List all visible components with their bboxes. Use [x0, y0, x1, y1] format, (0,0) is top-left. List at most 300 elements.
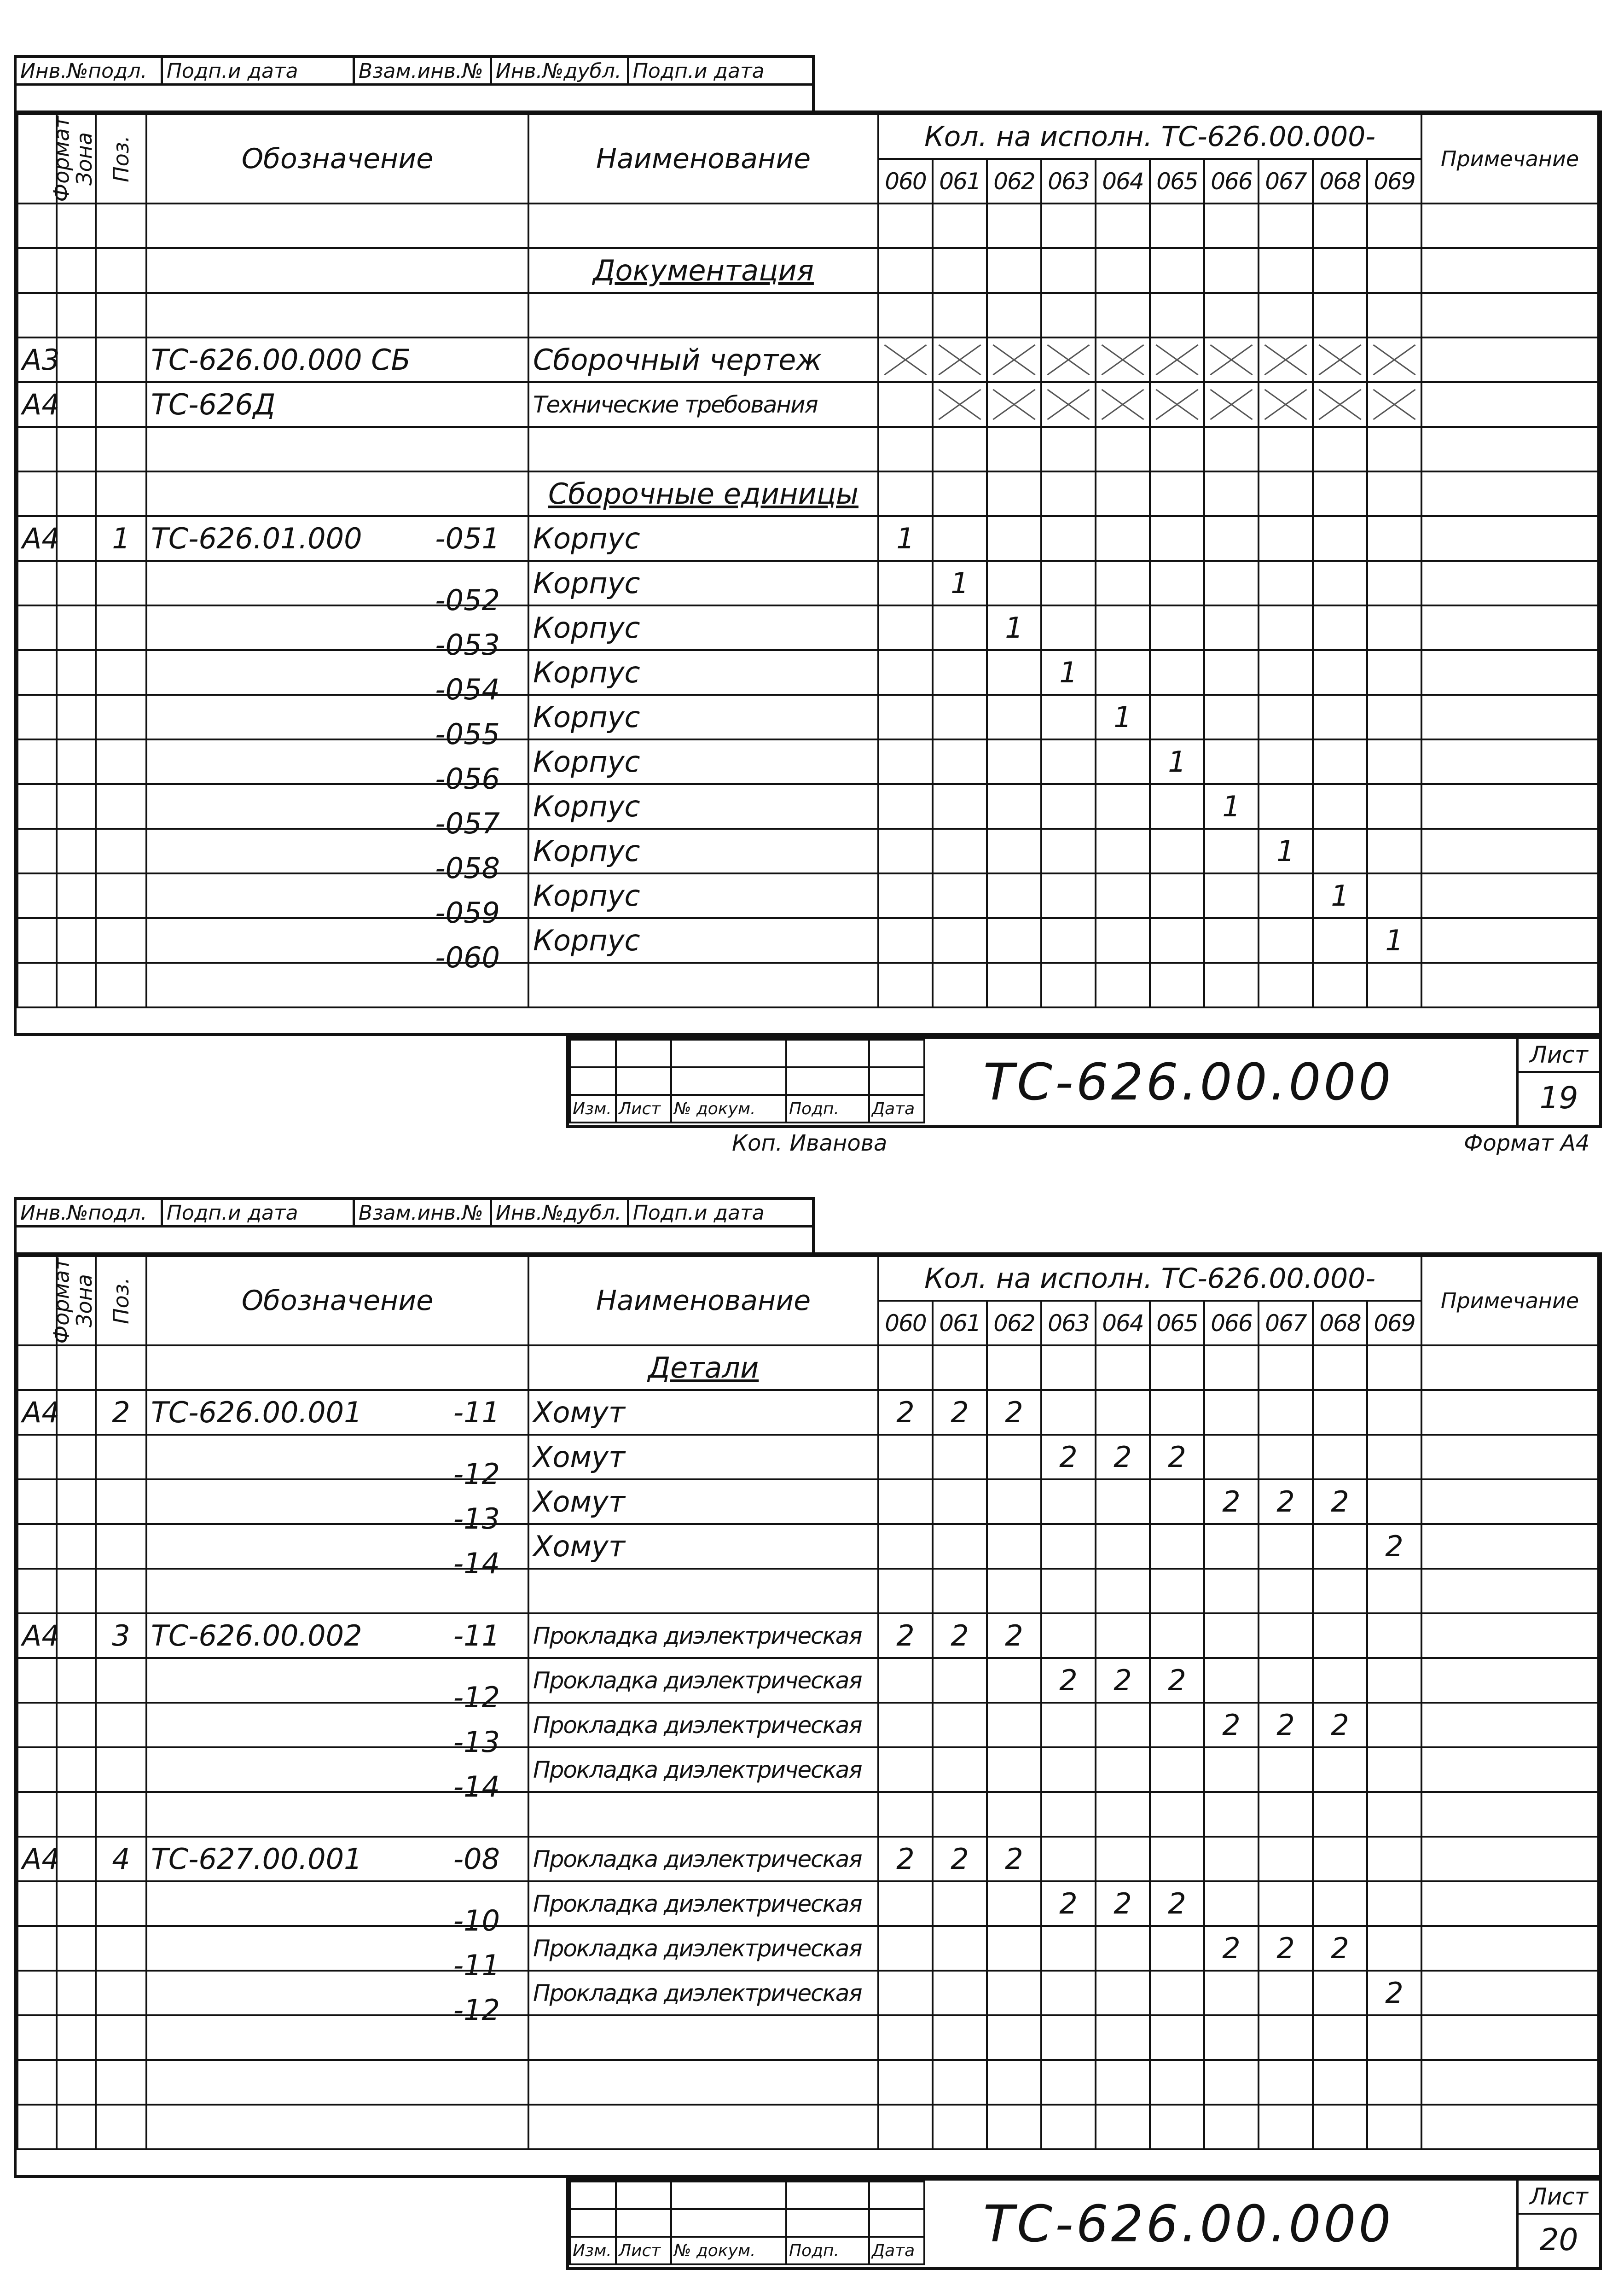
pos-cell	[96, 337, 146, 382]
qty-cell: 1	[1150, 739, 1204, 784]
empty-cell	[1313, 2060, 1367, 2105]
qty-cell	[878, 829, 933, 873]
empty-cell	[57, 1569, 96, 1613]
empty-cell	[1204, 293, 1259, 337]
rev-col-sign: Подп.	[786, 2237, 869, 2264]
name-cell: Корпус	[528, 739, 878, 784]
empty-cell	[1259, 1345, 1313, 1390]
qty-cell	[987, 784, 1041, 829]
designation-cell	[146, 873, 528, 930]
empty-cell	[1367, 204, 1421, 248]
crossed-cell	[1041, 382, 1096, 427]
qty-cell: 1	[1367, 918, 1421, 963]
qty-cell	[878, 1479, 933, 1524]
table-row	[17, 1569, 1598, 1613]
qty-cell: 2	[1096, 1881, 1150, 1926]
note-cell	[1421, 516, 1598, 561]
qty-cell	[1367, 1703, 1421, 1747]
empty-cell	[17, 1792, 57, 1837]
zone-cell	[57, 873, 96, 918]
empty-cell	[987, 2060, 1041, 2105]
qty-cell: 2	[1041, 1881, 1096, 1926]
designation-cell	[146, 739, 528, 796]
qty-cell	[878, 1881, 933, 1926]
variant-header: 067	[1259, 1301, 1313, 1345]
empty-cell	[878, 1345, 933, 1390]
variant-header: 061	[933, 1301, 987, 1345]
qty-cell	[1041, 1613, 1096, 1658]
qty-cell	[1041, 1837, 1096, 1881]
qty-cell	[878, 605, 933, 650]
note-cell	[1421, 561, 1598, 605]
qty-cell	[1367, 605, 1421, 650]
qty-cell	[1204, 829, 1259, 873]
note-cell	[1421, 1926, 1598, 1971]
qty-cell	[1096, 1613, 1150, 1658]
empty-cell	[1096, 1569, 1150, 1613]
qty-cell	[1204, 695, 1259, 739]
qty-cell	[1259, 784, 1313, 829]
qty-cell: 1	[1096, 695, 1150, 739]
variant-header: 069	[1367, 159, 1421, 204]
format-cell	[17, 695, 57, 739]
designation-suffix: -11	[453, 1619, 500, 1652]
qty-cell: 2	[1367, 1524, 1421, 1569]
qty-cell	[1150, 1524, 1204, 1569]
empty-cell	[878, 1569, 933, 1613]
name-cell: Технические требования	[528, 382, 878, 427]
empty-cell	[878, 963, 933, 1007]
qty-cell	[1096, 1837, 1150, 1881]
qty-cell	[1096, 516, 1150, 561]
note-cell	[1421, 1837, 1598, 1881]
qty-cell	[1204, 1658, 1259, 1703]
crossed-cell	[1204, 382, 1259, 427]
empty-cell	[1204, 1345, 1259, 1390]
rev-col-izm: Изм.	[570, 2237, 616, 2264]
qty-cell: 2	[1259, 1703, 1313, 1747]
empty-cell	[1096, 963, 1150, 1007]
col-format: Формат	[49, 116, 74, 202]
qty-cell	[1041, 1479, 1096, 1524]
format-cell	[17, 829, 57, 873]
qty-cell	[878, 1658, 933, 1703]
empty-cell	[17, 2105, 57, 2149]
empty-cell	[1204, 2060, 1259, 2105]
table-row	[17, 427, 1598, 471]
qty-cell	[1041, 739, 1096, 784]
title-block	[566, 2178, 1602, 2270]
empty-cell	[57, 2105, 96, 2149]
empty-cell	[1150, 248, 1204, 293]
qty-cell	[933, 695, 987, 739]
empty-cell	[528, 2015, 878, 2060]
qty-cell	[987, 695, 1041, 739]
qty-cell	[1041, 516, 1096, 561]
pos-cell	[96, 1524, 146, 1569]
qty-cell	[1150, 516, 1204, 561]
qty-cell	[1204, 1837, 1259, 1881]
note-cell	[1421, 1658, 1598, 1703]
empty-cell	[1313, 1345, 1367, 1390]
header-row	[17, 114, 1598, 159]
crossed-cell	[1259, 382, 1313, 427]
empty-cell	[1367, 471, 1421, 516]
col-note: Примечание	[1421, 114, 1598, 204]
variant-header: 062	[987, 159, 1041, 204]
empty-cell	[1367, 2015, 1421, 2060]
qty-cell	[1150, 829, 1204, 873]
designation-cell	[146, 605, 528, 662]
empty-cell	[987, 248, 1041, 293]
empty-cell	[1421, 2105, 1598, 2149]
empty-cell	[933, 204, 987, 248]
qty-cell	[987, 1747, 1041, 1792]
part-row	[17, 1747, 1598, 1792]
empty-cell	[1313, 471, 1367, 516]
qty-cell	[1313, 918, 1367, 963]
designation-suffix: -057	[435, 806, 500, 840]
empty-cell	[1421, 1569, 1598, 1613]
note-cell	[1421, 1613, 1598, 1658]
zone-cell	[57, 561, 96, 605]
designation-suffix: -058	[435, 851, 500, 885]
designation-cell	[146, 1747, 528, 1803]
format-cell: А3	[17, 337, 57, 382]
title-block	[566, 1036, 1602, 1128]
qty-cell	[987, 516, 1041, 561]
qty-cell	[1096, 1703, 1150, 1747]
qty-cell: 2	[878, 1390, 933, 1435]
empty-cell	[987, 1345, 1041, 1390]
crossed-cell	[1259, 337, 1313, 382]
empty-cell	[528, 204, 878, 248]
qty-cell	[987, 1881, 1041, 1926]
empty-cell	[1421, 2015, 1598, 2060]
section-row	[17, 248, 1598, 293]
qty-cell	[1313, 739, 1367, 784]
designation-cell	[146, 650, 528, 706]
designation-suffix: -053	[435, 628, 500, 662]
empty-cell	[878, 293, 933, 337]
empty-cell	[933, 963, 987, 1007]
note-cell	[1421, 1881, 1598, 1926]
stamp-cell: Подп.и дата	[163, 1200, 355, 1227]
doc-row	[17, 382, 1598, 427]
zone-cell	[57, 1703, 96, 1747]
qty-cell	[1367, 650, 1421, 695]
empty-cell	[1096, 2060, 1150, 2105]
name-cell: Хомут	[528, 1390, 878, 1435]
col-pos: Поз.	[108, 1277, 133, 1324]
qty-cell	[1041, 605, 1096, 650]
stamp-cell: Подп.и дата	[163, 58, 355, 86]
empty-cell	[1259, 471, 1313, 516]
variant-header: 068	[1313, 1301, 1367, 1345]
crossed-cell	[1367, 337, 1421, 382]
qty-cell	[933, 605, 987, 650]
empty-cell	[96, 1569, 146, 1613]
variant-header: 068	[1313, 159, 1367, 204]
qty-cell	[1204, 918, 1259, 963]
empty-cell	[1041, 427, 1096, 471]
designation-cell	[146, 1390, 528, 1435]
assembly-row	[17, 516, 1598, 561]
pos-cell	[96, 829, 146, 873]
qty-cell: 1	[1204, 784, 1259, 829]
qty-cell	[1096, 739, 1150, 784]
part-row	[17, 1658, 1598, 1703]
designation-suffix: -10	[453, 1903, 500, 1937]
qty-cell	[1150, 1971, 1204, 2015]
qty-cell	[878, 1524, 933, 1569]
qty-cell	[1313, 650, 1367, 695]
empty-cell	[987, 2105, 1041, 2149]
qty-cell	[987, 873, 1041, 918]
empty-cell	[1421, 1345, 1598, 1390]
qty-cell	[933, 1971, 987, 2015]
designation-cell: ТС-626Д	[146, 382, 528, 427]
empty-cell	[1367, 1345, 1421, 1390]
empty-cell	[1041, 1569, 1096, 1613]
rev-col-list: Лист	[616, 2237, 671, 2264]
qty-cell	[1367, 1881, 1421, 1926]
col-pos: Поз.	[108, 135, 133, 182]
qty-cell: 2	[878, 1613, 933, 1658]
format-cell	[17, 1747, 57, 1792]
empty-cell	[1096, 2015, 1150, 2060]
qty-cell	[987, 1479, 1041, 1524]
qty-cell	[1313, 605, 1367, 650]
empty-cell	[96, 2015, 146, 2060]
empty-cell	[96, 427, 146, 471]
empty-cell	[1204, 2105, 1259, 2149]
qty-cell	[933, 739, 987, 784]
empty-cell	[17, 1569, 57, 1613]
variant-header: 060	[878, 1301, 933, 1345]
qty-cell: 2	[1204, 1926, 1259, 1971]
empty-cell	[933, 248, 987, 293]
rev-col-doc: № докум.	[671, 2237, 786, 2264]
qty-cell	[878, 873, 933, 918]
qty-cell: 1	[933, 561, 987, 605]
qty-cell	[1204, 1613, 1259, 1658]
empty-cell	[878, 204, 933, 248]
empty-cell	[528, 1792, 878, 1837]
empty-cell	[1041, 2060, 1096, 2105]
document-code: ТС-626.00.000	[983, 2194, 1394, 2253]
qty-cell	[1041, 918, 1096, 963]
pos-cell	[96, 1747, 146, 1792]
qty-cell: 1	[1041, 650, 1096, 695]
format-cell	[17, 1971, 57, 2015]
qty-cell: 2	[987, 1390, 1041, 1435]
qty-cell	[1096, 650, 1150, 695]
qty-cell	[1041, 784, 1096, 829]
empty-cell	[878, 427, 933, 471]
sheet-number-box	[1516, 1039, 1599, 1125]
name-cell: Корпус	[528, 650, 878, 695]
part-row	[17, 1881, 1598, 1926]
designation-suffix: -12	[453, 1993, 500, 2027]
empty-cell	[57, 471, 96, 516]
format-cell	[17, 739, 57, 784]
empty-cell	[1367, 963, 1421, 1007]
qty-cell	[878, 695, 933, 739]
qty-cell	[933, 650, 987, 695]
name-cell: Корпус	[528, 561, 878, 605]
pos-cell	[96, 918, 146, 963]
qty-cell	[933, 516, 987, 561]
zone-cell	[57, 1658, 96, 1703]
qty-cell: 2	[1041, 1435, 1096, 1479]
qty-cell	[1259, 695, 1313, 739]
col-qty-group: Кол. на исполн. ТС-626.00.000-	[878, 114, 1421, 159]
col-note: Примечание	[1421, 1256, 1598, 1345]
empty-cell	[528, 2105, 878, 2149]
qty-cell	[1096, 605, 1150, 650]
qty-cell: 2	[1150, 1881, 1204, 1926]
stamp-cell: Инв.№подл.	[17, 58, 163, 86]
empty-cell	[1313, 1792, 1367, 1837]
assembly-row	[17, 650, 1598, 695]
qty-cell	[1150, 1390, 1204, 1435]
stamp-cell: Инв.№дубл.	[492, 58, 629, 86]
qty-cell	[933, 1524, 987, 1569]
qty-cell	[933, 1658, 987, 1703]
qty-cell: 2	[1096, 1435, 1150, 1479]
qty-cell	[878, 650, 933, 695]
designation-suffix: -12	[453, 1680, 500, 1714]
designation-cell	[146, 695, 528, 751]
name-cell: Прокладка диэлектрическая	[528, 1658, 878, 1703]
qty-cell	[1367, 1479, 1421, 1524]
designation-suffix: -059	[435, 896, 500, 930]
designation-cell: ТС-626.00.000 СБ	[146, 337, 528, 382]
qty-cell	[933, 1479, 987, 1524]
empty-cell	[57, 963, 96, 1007]
qty-cell	[1041, 695, 1096, 739]
crossed-cell	[1150, 337, 1204, 382]
empty-cell	[1367, 2060, 1421, 2105]
pos-cell: 1	[96, 516, 146, 561]
empty-cell	[1204, 1792, 1259, 1837]
crossed-cell	[1313, 382, 1367, 427]
empty-cell	[987, 1792, 1041, 1837]
empty-cell	[1367, 2105, 1421, 2149]
rev-col-izm: Изм.	[570, 1095, 616, 1123]
qty-cell	[1150, 561, 1204, 605]
pos-cell	[96, 1435, 146, 1479]
qty-cell	[878, 1971, 933, 2015]
top-stamp-strip	[14, 55, 815, 111]
zone-cell	[57, 829, 96, 873]
empty-cell	[1041, 1792, 1096, 1837]
pos-cell	[96, 784, 146, 829]
note-cell	[1421, 1390, 1598, 1435]
part-row	[17, 1524, 1598, 1569]
note-cell	[1421, 1435, 1598, 1479]
crossed-cell	[933, 382, 987, 427]
col-name: Наименование	[528, 1256, 878, 1345]
empty-cell	[1204, 963, 1259, 1007]
qty-cell	[1150, 918, 1204, 963]
qty-cell: 2	[1259, 1926, 1313, 1971]
designation-suffix: -11	[453, 1396, 500, 1429]
qty-cell: 2	[987, 1837, 1041, 1881]
empty-cell	[528, 1569, 878, 1613]
qty-cell	[1259, 1658, 1313, 1703]
crossed-cell	[987, 337, 1041, 382]
empty-cell	[1150, 427, 1204, 471]
qty-cell	[933, 1881, 987, 1926]
col-zone: Зона	[71, 1274, 97, 1327]
part-row	[17, 1613, 1598, 1658]
stamp-cell: Взам.инв.№	[355, 58, 492, 86]
qty-cell	[1367, 695, 1421, 739]
note-cell	[1421, 1524, 1598, 1569]
qty-cell	[1150, 1703, 1204, 1747]
qty-cell: 2	[1313, 1926, 1367, 1971]
qty-cell: 2	[1150, 1658, 1204, 1703]
qty-cell: 2	[1096, 1658, 1150, 1703]
designation-cell	[146, 1971, 528, 2027]
empty-cell	[1259, 248, 1313, 293]
qty-cell: 1	[878, 516, 933, 561]
sheet-label: Лист	[1519, 1039, 1599, 1073]
qty-cell	[878, 561, 933, 605]
empty-cell	[1259, 2060, 1313, 2105]
qty-cell	[1204, 1747, 1259, 1792]
qty-cell: 1	[1259, 829, 1313, 873]
format-cell: А4	[17, 1613, 57, 1658]
empty-cell	[878, 471, 933, 516]
empty-cell	[987, 427, 1041, 471]
qty-cell	[1313, 1435, 1367, 1479]
empty-cell	[1313, 2015, 1367, 2060]
note-cell	[1421, 695, 1598, 739]
col-format: Формат	[49, 1257, 74, 1344]
empty-cell	[1096, 1792, 1150, 1837]
qty-cell	[1204, 873, 1259, 918]
empty-cell	[1313, 293, 1367, 337]
empty-cell	[1150, 1569, 1204, 1613]
zone-cell	[57, 784, 96, 829]
qty-cell	[933, 829, 987, 873]
zone-cell	[57, 1926, 96, 1971]
empty-cell	[878, 248, 933, 293]
table-row	[17, 1792, 1598, 1837]
qty-cell	[1096, 1747, 1150, 1792]
designation-cell	[146, 1926, 528, 1982]
qty-cell: 2	[987, 1613, 1041, 1658]
qty-cell	[1204, 739, 1259, 784]
note-cell	[1421, 1747, 1598, 1792]
qty-cell	[1313, 695, 1367, 739]
designation-suffix: -052	[435, 583, 500, 617]
format-cell	[17, 1926, 57, 1971]
variant-header: 060	[878, 159, 933, 204]
qty-cell: 1	[987, 605, 1041, 650]
empty-cell	[1204, 2015, 1259, 2060]
format-cell	[17, 1479, 57, 1524]
qty-cell	[1150, 784, 1204, 829]
qty-cell	[1150, 1747, 1204, 1792]
qty-cell	[1204, 1524, 1259, 1569]
format-cell	[17, 784, 57, 829]
format-cell: А4	[17, 382, 57, 427]
empty-cell	[987, 204, 1041, 248]
